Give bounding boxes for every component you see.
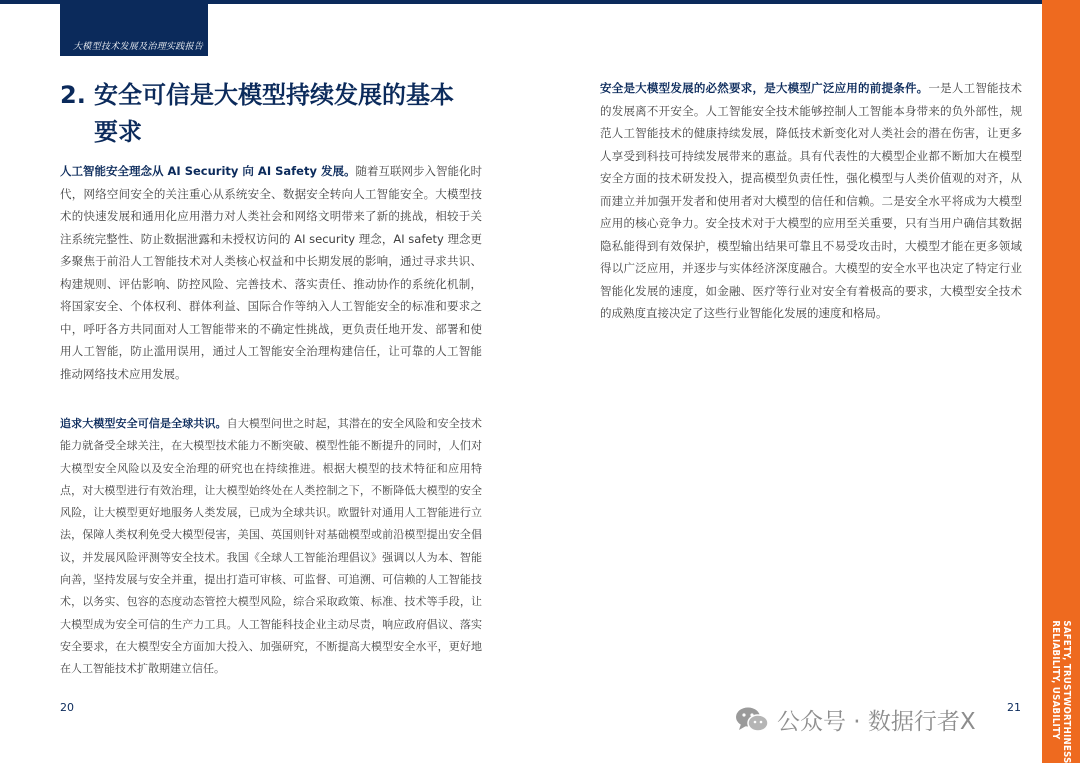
side-tag	[1050, 620, 1072, 763]
paragraph-lead: 追求大模型安全可信是全球共识。	[60, 417, 227, 430]
watermark	[735, 703, 976, 736]
paragraph-body: 自大模型问世之时起，其潜在的安全风险和安全技术能力就备受全球关注，在大模型技术能力不断突破、模型性能不断提升的同时，人们对大模型安全风险以及安全治理的研究也在持续推进。根据大模型的技术特征和应用特点，对大模型进行有效治理，让大模型始终处在人类控制之下，不断降低大模型的安全风险，让大模型更好地服务人类发展，已成为全球共识。欧盟针对通用人工智能进行立法，保障人类权利免受大模型侵害，美国、英国则针对基础模型或前沿模型提出安全倡议，并发展风险评测等安全技术。我国《全球人工智能治理倡议》强调以人为本、智能向善，坚持发展与安全并重，提出打造可审核、可监督、可追溯、可信赖的人工智能技术，以务实、包容的态度动态管控大模型风险，综合采取政策、标准、技术等手段，让大模型成为安全可信的生产力工具。人工智能科技企业主动尽责，响应政府倡议、落实安全要求，在大模型安全方面加大投入、加强研究，不断提高大模型安全水平，更好地在人工智能技术扩散期建立信任。	[60, 417, 483, 676]
section-title-line1: 安全可信是大模型持续发展的基本	[94, 81, 454, 109]
section-number: 2.	[60, 81, 86, 109]
paragraph-ai-safety	[60, 160, 482, 385]
page-number-left: 20	[60, 701, 74, 714]
page-number-right: 21	[1007, 701, 1021, 714]
section-title	[60, 77, 500, 151]
paragraph-safety-requirement	[600, 77, 1022, 325]
side-tag-line2: RELIABILITY, USABILITY	[1050, 620, 1061, 740]
wechat-icon	[735, 706, 769, 734]
paragraph-body: 随着互联网步入智能化时代，网络空间安全的关注重心从系统安全、数据安全转向人工智能安全。大模型技术的快速发展和通用化应用潜力对人类社会和网络文明带来了新的挑战，相较于关注系统完整性、防止数据泄露和未授权访问的 AI security 理念，AI safety 理念更多聚焦于前沿人工智能技术对人类核心权益和中长期发展的影响，通过寻求共识、构建规则、评估影响、防控风险、完善技术、落实责任、推动协作的系统化机制，将国家安全、个体权利、群体利益、国际合作等纳入人工智能安全的标准和要求之中，呼吁各方共同面对人工智能带来的不确定性挑战，更负责任地开发、部署和使用人工智能，防止滥用误用，通过人工智能安全治理构建信任，让可靠的人工智能推动网络技术应用发展。	[60, 164, 482, 381]
side-tag-line1: SAFETY, TRUSTWORTHINESS	[1061, 620, 1072, 764]
paragraph-global-consensus	[60, 413, 482, 681]
header-doc-title: 大模型技术发展及治理实践报告	[73, 42, 204, 52]
paragraph-lead: 人工智能安全理念从 AI Security 向 AI Safety 发展。	[60, 164, 356, 178]
paragraph-lead: 安全是大模型发展的必然要求，是大模型广泛应用的前提条件。	[600, 81, 929, 95]
watermark-text: 公众号 · 数据行者X	[777, 709, 976, 735]
paragraph-body: 一是人工智能技术的发展离不开安全。人工智能安全技术能够控制人工智能本身带来的负外部性，规范人工智能技术的健康持续发展，降低技术新变化对人类社会的潜在伤害，让更多人享受到科技可持续发展带来的惠益。具有代表性的大模型企业都不断加大在模型安全方面的技术研发投入，提高模型负责任性，强化模型与人类价值观的对齐，从而建立并加强开发者和使用者对大模型的信任和信赖。二是安全水平将成为大模型应用的核心竞争力。安全技术对于大模型的应用至关重要，只有当用户确信其数据隐私能得到有效保护，模型输出结果可靠且不易受攻击时，大模型才能在更多领域得以广泛应用，并逐步与实体经济深度融合。大模型的安全水平也决定了特定行业智能化发展的速度，如金融、医疗等行业对安全有着极高的要求，大模型安全技术的成熟度直接决定了这些行业智能化发展的速度和格局。	[600, 81, 1023, 320]
header-tab	[60, 0, 208, 56]
section-title-line2: 要求	[94, 118, 142, 146]
